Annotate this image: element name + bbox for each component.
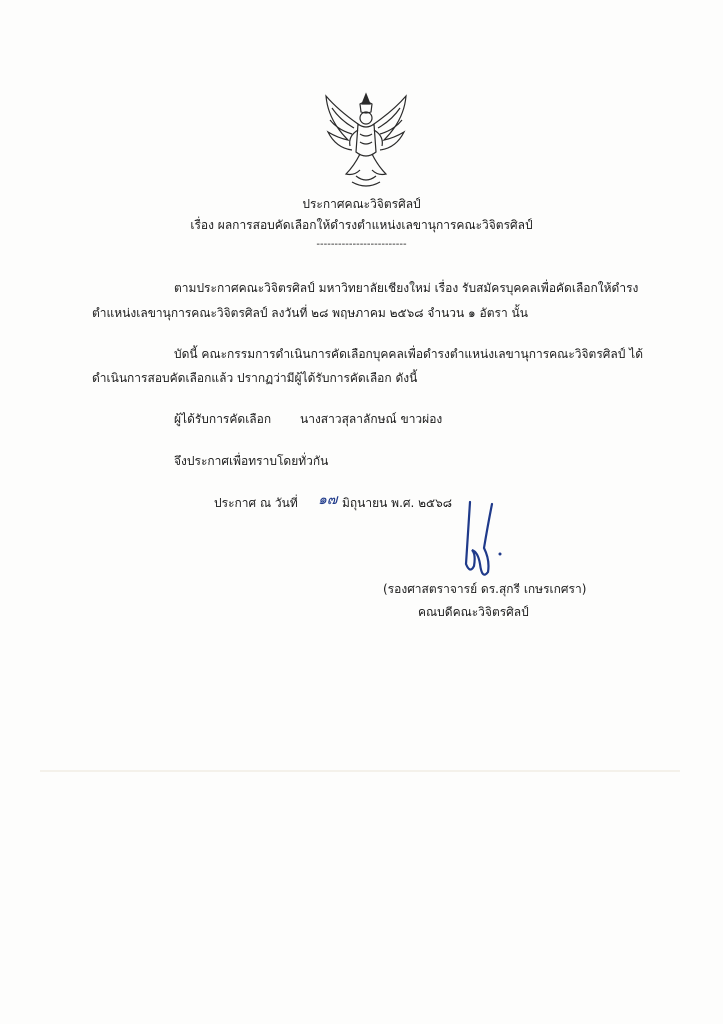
paragraph-1-line-2: ตำแหน่งเลขานุการคณะวิจิตรศิลป์ ลงวันที่ ๒๘ พฤษภาคม ๒๕๖๘ จำนวน ๑ อัตรา นั้น bbox=[92, 306, 528, 320]
subject-line: เรื่อง ผลการสอบคัดเลือกให้ดำรงตำแหน่งเลขานุการคณะวิจิตรศิลป์ bbox=[190, 218, 533, 232]
separator-line: ------------------------- bbox=[316, 239, 407, 250]
scan-artifact bbox=[40, 770, 680, 772]
garuda-emblem-icon bbox=[318, 90, 414, 190]
paragraph-1-line-1: ตามประกาศคณะวิจิตรศิลป์ มหาวิทยาลัยเชียงใหม่ เรื่อง รับสมัครบุคคลเพื่อคัดเลือกให้ดำรง bbox=[174, 281, 639, 295]
announcement-title: ประกาศคณะวิจิตรศิลป์ bbox=[302, 197, 421, 211]
paragraph-2-line-2: ดำเนินการสอบคัดเลือกแล้ว ปรากฏว่ามีผู้ได้รับการคัดเลือก ดังนี้ bbox=[92, 371, 418, 385]
signature bbox=[448, 494, 518, 584]
date-suffix: มิถุนายน พ.ศ. ๒๕๖๘ bbox=[342, 496, 453, 510]
signatory-position: คณบดีคณะวิจิตรศิลป์ bbox=[418, 605, 529, 619]
signatory-name: (รองศาสตราจารย์ ดร.สุกรี เกษรเกศรา) bbox=[383, 582, 587, 596]
handwritten-day: ๑๗ bbox=[318, 492, 338, 508]
paragraph-2-line-1: บัดนี้ คณะกรรมการดำเนินการคัดเลือกบุคคลเพื่อดำรงตำแหน่งเลขานุการคณะวิจิตรศิลป์ ได้ bbox=[174, 347, 643, 361]
selected-label: ผู้ได้รับการคัดเลือก bbox=[174, 412, 272, 426]
closing-line: จึงประกาศเพื่อทราบโดยทั่วกัน bbox=[174, 454, 329, 468]
date-prefix: ประกาศ ณ วันที่ bbox=[214, 496, 298, 510]
selected-name: นางสาวสุลาลักษณ์ ขาวผ่อง bbox=[300, 412, 443, 426]
